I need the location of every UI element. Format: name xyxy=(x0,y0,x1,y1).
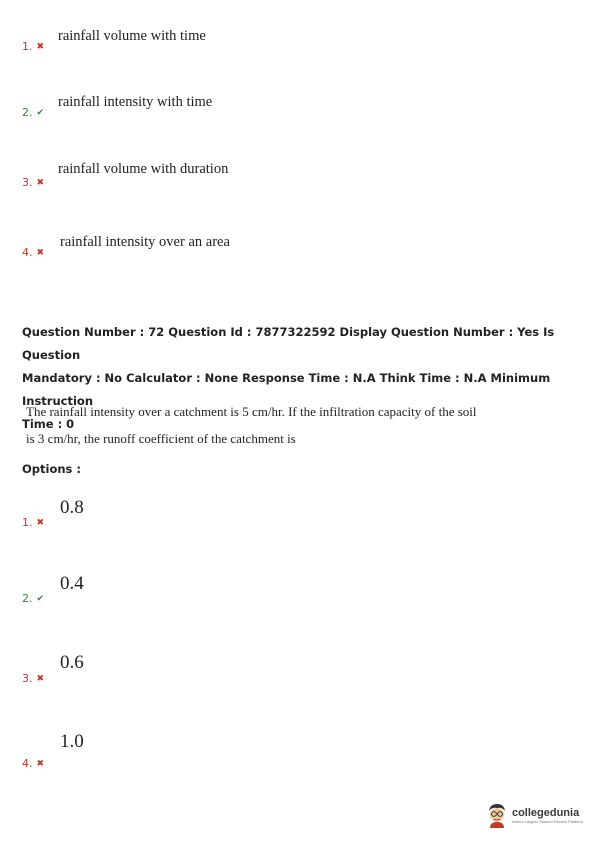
prev-option-4-text: rainfall intensity over an area xyxy=(60,234,230,250)
logo-name: collegedunia xyxy=(511,806,580,819)
question-stem-line-1: The rainfall intensity over a catchment is 5 cm/hr. If the infiltration capacity of the soil xyxy=(26,404,477,419)
cross-icon: ✖ xyxy=(36,247,45,258)
cross-icon: ✖ xyxy=(36,673,45,684)
option-2-number: 2. ✔ xyxy=(22,592,45,605)
question-stem-line-2: is 3 cm/hr, the runoff coefficient of the catchment is xyxy=(26,431,296,446)
cross-icon: ✖ xyxy=(36,177,45,188)
mascot-icon xyxy=(486,802,508,828)
prev-option-3-number: 3. ✖ xyxy=(22,176,45,189)
question-meta-line-3: Time : 0 xyxy=(22,417,75,431)
option-1-number: 1. ✖ xyxy=(22,516,45,529)
prev-option-2-number: 2. ✔ xyxy=(22,106,45,119)
question-meta-line-1: Question Number : 72 Question Id : 7877322592 Display Question Number : Yes Is Question xyxy=(22,325,555,362)
options-label: Options : xyxy=(22,462,81,476)
question-stem xyxy=(26,398,566,452)
prev-option-4-number: 4. ✖ xyxy=(22,246,45,259)
logo-tagline: India's Largest Student Review Platform xyxy=(511,818,583,824)
cross-icon: ✖ xyxy=(36,517,45,528)
cross-icon: ✖ xyxy=(36,758,45,769)
cross-icon: ✖ xyxy=(36,41,45,52)
option-2-text: 0.4 xyxy=(60,573,84,594)
check-icon: ✔ xyxy=(36,107,45,118)
question-meta-line-2: Mandatory : No Calculator : None Response Time : N.A Think Time : N.A Minimum Instruction xyxy=(22,371,551,408)
option-1-text: 0.8 xyxy=(60,497,84,518)
option-4-text: 1.0 xyxy=(60,731,84,752)
option-4-number: 4. ✖ xyxy=(22,757,45,770)
prev-option-1-number: 1. ✖ xyxy=(22,40,45,53)
prev-option-1-text: rainfall volume with time xyxy=(58,28,206,44)
check-icon: ✔ xyxy=(36,593,45,604)
collegedunia-logo xyxy=(486,802,583,828)
prev-option-2-text: rainfall intensity with time xyxy=(58,94,213,110)
prev-option-3-text: rainfall volume with duration xyxy=(58,161,229,177)
option-3-text: 0.6 xyxy=(60,652,84,673)
option-3-number: 3. ✖ xyxy=(22,672,45,685)
